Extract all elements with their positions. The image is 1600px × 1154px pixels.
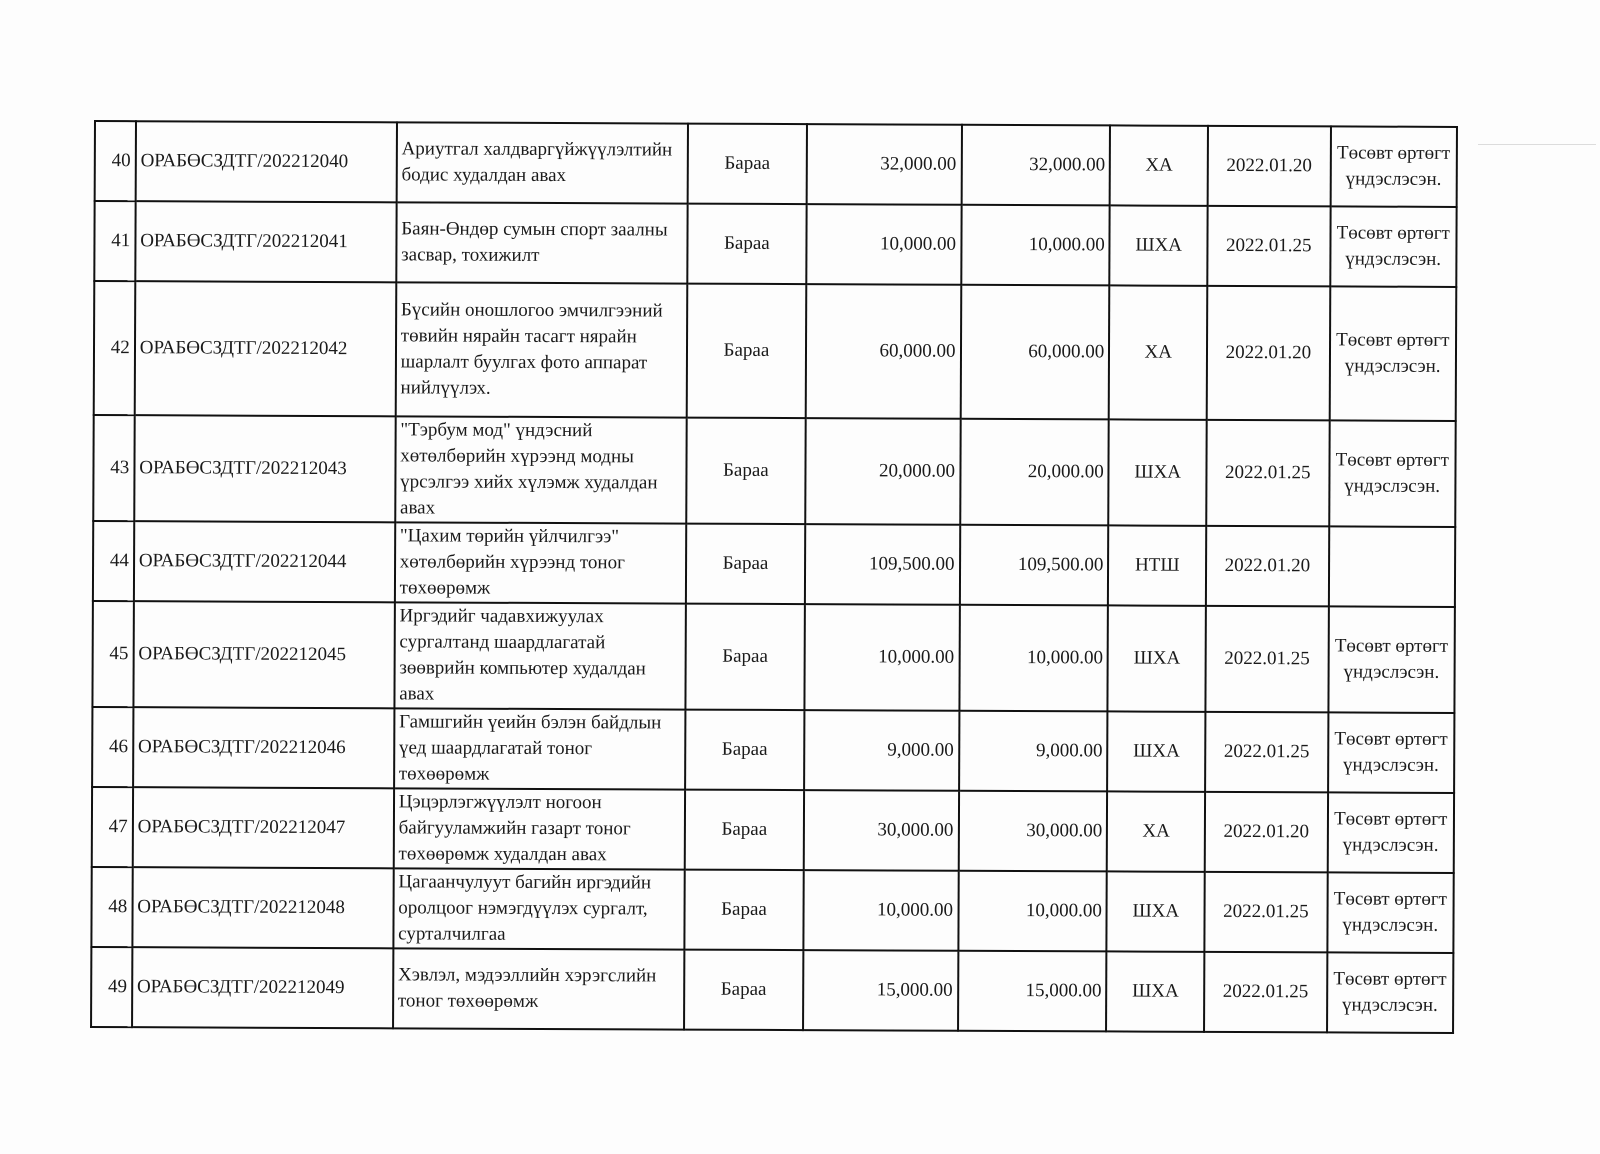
budget-amount-cell: 10,000.00 xyxy=(806,204,961,285)
estimated-amount-cell: 10,000.00 xyxy=(961,205,1110,286)
remark-cell: Төсөвт өртөгт үндэслэсэн. xyxy=(1327,792,1454,873)
procurement-code-cell: ОРАБӨСЗДТГ/202212048 xyxy=(132,867,393,948)
table-row xyxy=(94,201,1456,287)
announcement-date-cell: 2022.01.20 xyxy=(1208,126,1331,207)
estimated-amount-cell: 32,000.00 xyxy=(961,125,1110,206)
procurement-method-cell: ШХА xyxy=(1107,871,1205,951)
remark-cell: Төсөвт өртөгт үндэслэсэн. xyxy=(1328,606,1455,713)
remark-cell: Төсөвт өртөгт үндэслэсэн. xyxy=(1327,952,1454,1033)
procurement-name-cell: Цэцэрлэгжүүлэлт ногоон байгууламжийн газарт тоног төхөөрөмж худалдан авах xyxy=(393,788,685,869)
budget-amount-cell: 30,000.00 xyxy=(803,790,958,871)
table-row xyxy=(91,867,1453,953)
announcement-date-cell: 2022.01.25 xyxy=(1207,206,1330,287)
procurement-plan-table xyxy=(90,120,1458,1034)
scan-artifact-line xyxy=(1478,144,1596,145)
table-row xyxy=(91,947,1453,1033)
table-row xyxy=(94,281,1457,421)
budget-amount-cell: 32,000.00 xyxy=(806,124,961,205)
remark-cell: Төсөвт өртөгт үндэслэсэн. xyxy=(1329,286,1456,421)
table-row xyxy=(92,707,1454,793)
procurement-name-cell: Баян-Өндөр сумын спорт заалны засвар, тохижилт xyxy=(396,202,688,283)
procurement-type-cell: Бараа xyxy=(684,950,803,1031)
budget-amount-cell: 109,500.00 xyxy=(804,524,959,605)
table-row xyxy=(93,521,1455,607)
procurement-type-cell: Бараа xyxy=(687,418,806,525)
table-row xyxy=(95,121,1457,207)
procurement-code-cell: ОРАБӨСЗДТГ/202212042 xyxy=(134,281,396,416)
row-number-cell: 41 xyxy=(94,201,135,281)
procurement-name-cell: Бүсийн оношлогоо эмчилгээний төвийн нярайн тасагт нярайн шарлалт буулгах фото аппарат нийлүүлэх. xyxy=(395,282,687,417)
budget-amount-cell: 10,000.00 xyxy=(803,870,958,951)
procurement-name-cell: Хэвлэл, мэдээллийн хэрэгслийн тоног төхөөрөмж xyxy=(393,948,685,1029)
row-number-cell: 45 xyxy=(92,601,133,707)
estimated-amount-cell: 10,000.00 xyxy=(958,871,1107,952)
procurement-method-cell: ХА xyxy=(1107,791,1205,871)
procurement-name-cell: Цагаанчулуут багийн иргэдийн оролцоог нэмэгдүүлэх сургалт, сурталчилгаа xyxy=(393,868,685,949)
row-number-cell: 43 xyxy=(93,415,134,521)
table-row xyxy=(93,415,1455,527)
procurement-name-cell: Иргэдийг чадавхижуулах сургалтанд шаардлагатай зөөврийн компьютер худалдан авах xyxy=(394,602,686,709)
remark-cell: Төсөвт өртөгт үндэслэсэн. xyxy=(1328,712,1455,793)
row-number-cell: 44 xyxy=(93,521,134,601)
procurement-code-cell: ОРАБӨСЗДТГ/202212043 xyxy=(134,415,395,522)
row-number-cell: 47 xyxy=(92,787,133,867)
announcement-date-cell: 2022.01.25 xyxy=(1205,872,1328,953)
budget-amount-cell: 9,000.00 xyxy=(804,710,959,791)
row-number-cell: 42 xyxy=(94,281,135,415)
estimated-amount-cell: 10,000.00 xyxy=(959,605,1108,712)
table-row xyxy=(92,601,1454,713)
procurement-code-cell: ОРАБӨСЗДТГ/202212041 xyxy=(135,201,396,282)
announcement-date-cell: 2022.01.25 xyxy=(1206,606,1329,713)
remark-cell xyxy=(1328,526,1455,607)
procurement-method-cell: ШХА xyxy=(1109,419,1207,525)
procurement-code-cell: ОРАБӨСЗДТГ/202212040 xyxy=(135,121,396,202)
procurement-method-cell: ХА xyxy=(1109,285,1207,419)
announcement-date-cell: 2022.01.20 xyxy=(1206,526,1329,607)
row-number-cell: 49 xyxy=(91,947,132,1027)
estimated-amount-cell: 109,500.00 xyxy=(959,525,1108,606)
procurement-method-cell: ШХА xyxy=(1108,605,1206,711)
procurement-type-cell: Бараа xyxy=(686,604,805,711)
procurement-type-cell: Бараа xyxy=(688,204,807,285)
announcement-date-cell: 2022.01.20 xyxy=(1207,286,1330,421)
budget-amount-cell: 20,000.00 xyxy=(805,418,960,525)
procurement-name-cell: "Тэрбум мод" үндэсний хөтөлбөрийн хүрээнд модны үрсэлгээ хийх хүлэмж худалдан авах xyxy=(395,416,687,523)
table-row xyxy=(92,787,1454,873)
procurement-type-cell: Бараа xyxy=(685,870,804,951)
budget-amount-cell: 60,000.00 xyxy=(805,284,961,419)
remark-cell: Төсөвт өртөгт үндэслэсэн. xyxy=(1330,206,1457,287)
procurement-method-cell: ШХА xyxy=(1107,711,1205,791)
budget-amount-cell: 15,000.00 xyxy=(803,950,958,1031)
procurement-type-cell: Бараа xyxy=(685,790,804,871)
procurement-method-cell: ХА xyxy=(1110,125,1208,205)
estimated-amount-cell: 60,000.00 xyxy=(960,285,1109,420)
estimated-amount-cell: 15,000.00 xyxy=(958,951,1107,1032)
procurement-type-cell: Бараа xyxy=(687,284,806,419)
row-number-cell: 46 xyxy=(92,707,133,787)
procurement-method-cell: ШХА xyxy=(1110,205,1208,285)
announcement-date-cell: 2022.01.25 xyxy=(1205,712,1328,793)
procurement-type-cell: Бараа xyxy=(688,124,807,205)
estimated-amount-cell: 9,000.00 xyxy=(959,711,1108,792)
table-body xyxy=(91,121,1457,1033)
procurement-type-cell: Бараа xyxy=(686,524,805,605)
procurement-name-cell: Ариутгал халдваргүйжүүлэлтийн бодис худалдан авах xyxy=(396,122,688,203)
budget-amount-cell: 10,000.00 xyxy=(804,604,959,711)
procurement-code-cell: ОРАБӨСЗДТГ/202212045 xyxy=(133,601,394,708)
remark-cell: Төсөвт өртөгт үндэслэсэн. xyxy=(1330,126,1457,207)
procurement-code-cell: ОРАБӨСЗДТГ/202212049 xyxy=(132,947,393,1028)
estimated-amount-cell: 30,000.00 xyxy=(958,791,1107,872)
procurement-code-cell: ОРАБӨСЗДТГ/202212044 xyxy=(134,521,395,602)
announcement-date-cell: 2022.01.20 xyxy=(1205,792,1328,873)
procurement-type-cell: Бараа xyxy=(685,710,804,791)
procurement-name-cell: Гамшгийн үеийн бэлэн байдлын үед шаардлагатай тоног төхөөрөмж xyxy=(394,708,686,789)
row-number-cell: 40 xyxy=(95,121,136,201)
procurement-method-cell: НТШ xyxy=(1108,525,1206,605)
remark-cell: Төсөвт өртөгт үндэслэсэн. xyxy=(1327,872,1454,953)
announcement-date-cell: 2022.01.25 xyxy=(1204,952,1327,1033)
row-number-cell: 48 xyxy=(91,867,132,947)
remark-cell: Төсөвт өртөгт үндэслэсэн. xyxy=(1329,420,1456,527)
procurement-name-cell: "Цахим төрийн үйлчилгээ" хөтөлбөрийн хүрээнд тоног төхөөрөмж xyxy=(395,522,687,603)
procurement-method-cell: ШХА xyxy=(1106,951,1204,1031)
procurement-code-cell: ОРАБӨСЗДТГ/202212046 xyxy=(133,707,394,788)
procurement-code-cell: ОРАБӨСЗДТГ/202212047 xyxy=(133,787,394,868)
estimated-amount-cell: 20,000.00 xyxy=(960,419,1109,526)
announcement-date-cell: 2022.01.25 xyxy=(1206,420,1329,527)
